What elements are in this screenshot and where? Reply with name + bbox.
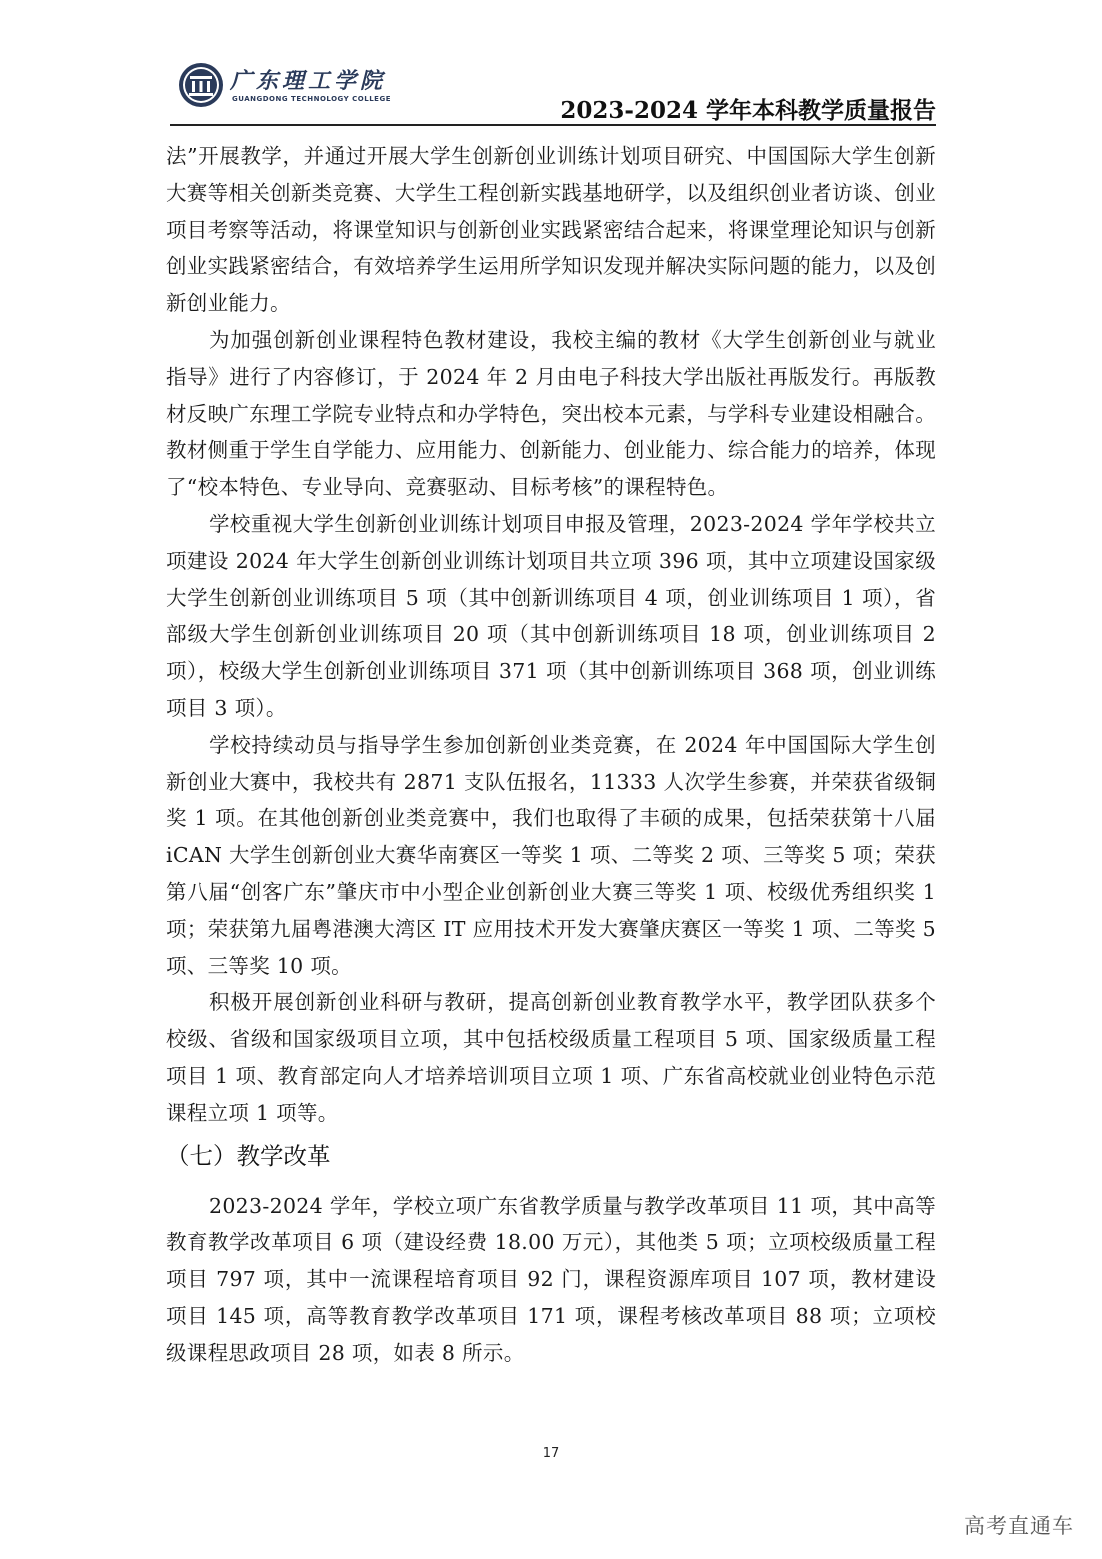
watermark: 高考直通车 (964, 1514, 1074, 1538)
paragraph-4: 学校持续动员与指导学生参加创新创业类竞赛，在 2024 年中国国际大学生创新创业大赛中，我校共有 2871 支队伍报名，11333 人次学生参赛，并荣获省级铜奖 1 项。在其他创新创业类竞赛中，我们也取得了丰硕的成果，包括荣获第十八届 iCAN 大学生创新创业大赛华南赛区一等奖 1 项、二等奖 2 项、三等奖 5 项；荣获第八届“创客广东”肇庆市中小型企业创新创业大赛三等奖 1 项、校级优秀组织奖 1 项；荣获第九届粤港澳大湾区 IT 应用技术开发大赛肇庆赛区一等奖 1 项、二等奖 5 项、三等奖 10 项。 (166, 732, 936, 978)
section-heading: （七）教学改革 (166, 1141, 331, 1170)
page-number: 17 (542, 1446, 560, 1461)
page-body (166, 138, 936, 1372)
college-name-en: GUANGDONG TECHNOLOGY COLLEGE (232, 95, 391, 103)
college-name-cn: 广东理工学院 (230, 68, 387, 94)
header-divider (170, 124, 936, 126)
college-emblem-icon (178, 62, 224, 108)
paragraph-3: 学校重视大学生创新创业训练计划项目申报及管理，2023-2024 学年学校共立项建设 2024 年大学生创新创业训练计划项目共立项 396 项，其中立项建设国家级大学生创新创业训练项目 5 项（其中创新训练项目 4 项，创业训练项目 1 项），省部级大学生创新创业训练项目 20 项（其中创新训练项目 18 项，创业训练项目 2 项），校级大学生创新创业训练项目 371 项（其中创新训练项目 368 项，创业训练项目 3 项）。 (166, 511, 936, 720)
page-header (170, 58, 936, 124)
paragraph-2: 为加强创新创业课程特色教材建设，我校主编的教材《大学生创新创业与就业指导》进行了内容修订，于 2024 年 2 月由电子科技大学出版社再版发行。再版教材反映广东理工学院专业特点和办学特色，突出校本元素，与学科专业建设相融合。教材侧重于学生自学能力、应用能力、创新能力、创业能力、综合能力的培养，体现了“校本特色、专业导向、竞赛驱动、目标考核”的课程特色。 (166, 327, 936, 500)
section-spacer (166, 1178, 936, 1188)
section-paragraph: 2023-2024 学年，学校立项广东省教学质量与教学改革项目 11 项，其中高等教育教学改革项目 6 项（建设经费 18.00 万元），其他类 5 项；立项校级质量工程项目 797 项，其中一流课程培育项目 92 门，课程资源库项目 107 项，教材建设项目 145 项，高等教育教学改革项目 171 项，课程考核改革项目 88 项；立项校级课程思政项目 28 项，如表 8 所示。 (166, 1193, 936, 1365)
paragraph-5: 积极开展创新创业科研与教研，提高创新创业教育教学水平，教学团队获多个校级、省级和国家级项目立项，其中包括校级质量工程项目 5 项、国家级质量工程项目 1 项、教育部定向人才培养培训项目立项 1 项、广东省高校就业创业特色示范课程立项 1 项等。 (166, 990, 936, 1125)
report-title: 2023-2024 学年本科教学质量报告 (560, 97, 936, 124)
paragraph-1: 法”开展教学，并通过开展大学生创新创业训练计划项目研究、中国国际大学生创新大赛等相关创新类竞赛、大学生工程创新实践基地研学，以及组织创业者访谈、创业项目考察等活动，将课堂知识与创新创业实践紧密结合起来，将课堂理论知识与创新创业实践紧密结合，有效培养学生运用所学知识发现并解决实际问题的能力，以及创新创业能力。 (166, 144, 936, 316)
